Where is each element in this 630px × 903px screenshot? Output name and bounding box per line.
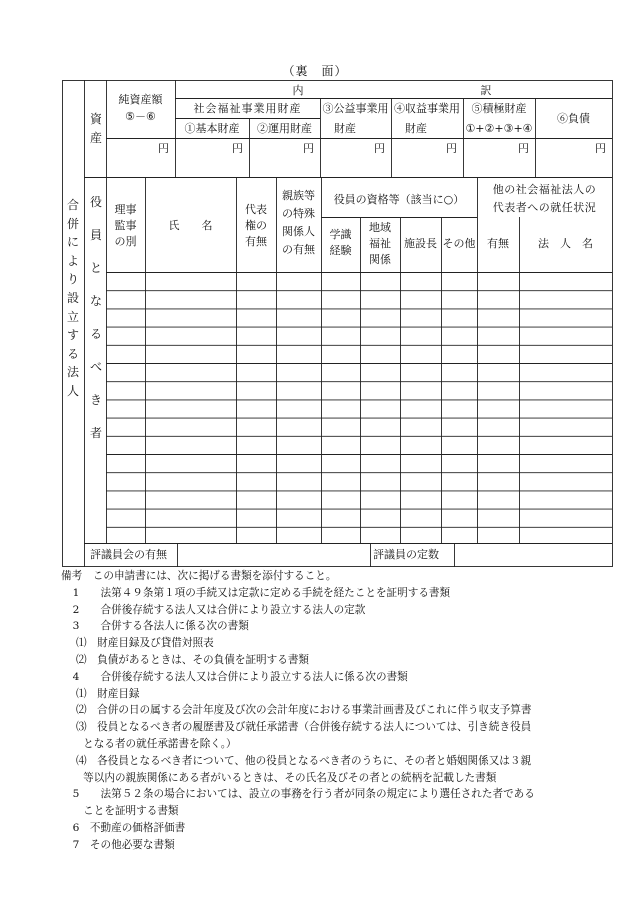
- yen-positive: 円: [518, 142, 529, 155]
- note-line: 3 合併する各法人に係る次の書類: [62, 620, 249, 633]
- name-header: 氏 名: [168, 219, 213, 232]
- note-line: 5 法第５２条の場合においては、設立の事務を行う者が同条の規定により選任された者である: [62, 788, 535, 801]
- rep-authority-1: 代表: [245, 203, 267, 216]
- council-exists-label: 評議員会の有無: [90, 548, 167, 561]
- positive-property-label-1: ⑤積極財産: [471, 102, 527, 115]
- merged-corp-vertical-label: 合併により設立する法人: [66, 198, 79, 398]
- operating-property-label: ②運用財産: [257, 122, 312, 135]
- note-line: 等以内の親族関係にある者がいるときは、その氏名及びその者との続柄を記載した書類: [62, 771, 497, 784]
- role-label-3: の別: [114, 235, 137, 248]
- yen-liabilities: 円: [595, 142, 606, 155]
- social-welfare-property-label: 社会福祉事業用財産: [193, 102, 302, 115]
- yen-operating: 円: [303, 142, 314, 155]
- assets-label: 資産: [89, 112, 102, 145]
- liabilities-label: ⑥負債: [557, 112, 590, 125]
- note-line: 2 合併後存続する法人又は合併により設立する法人の定款: [62, 603, 366, 616]
- breakdown-label-2: 訳: [480, 84, 492, 97]
- relatives-2: の特殊: [282, 207, 315, 220]
- role-label-2: 監事: [114, 219, 137, 232]
- profit-business-label-2: 財産: [405, 122, 427, 135]
- note-line: ⑴ 財産目録: [62, 687, 140, 700]
- relatives-1: 親族等: [282, 189, 315, 202]
- yen-public: 円: [374, 142, 385, 155]
- note-line: となる者の就任承諾書を除く。）: [62, 737, 237, 750]
- note-line: ⑵ 合併の日の属する会計年度及び次の会計年度における事業計画書及びこれに伴う収支予算書: [62, 704, 532, 717]
- qual-facility-head: 施設長: [404, 237, 437, 250]
- positive-property-label-2: ①+②+③+④: [465, 122, 533, 135]
- profit-business-label-1: ④収益事業用: [394, 102, 460, 115]
- note-line: 4 合併後存続する法人又は合併により設立する法人に係る次の書類: [62, 670, 408, 683]
- public-interest-label-2: 財産: [334, 122, 356, 135]
- note-line: ⑵ 負債があるときは、その負債を証明する書類: [62, 653, 310, 666]
- qualification-header: 役員の資格等（該当に○）: [333, 193, 465, 206]
- qual-regional-1: 地域: [369, 221, 391, 234]
- yen-net: 円: [158, 142, 169, 155]
- net-assets-formula: ⑤－⑥: [125, 110, 156, 123]
- yen-profit: 円: [446, 142, 457, 155]
- note-line: 7 その他必要な書類: [62, 838, 175, 851]
- note-line: 6 不動産の価格評価書: [62, 821, 186, 834]
- public-interest-label-1: ③公益事業用: [322, 102, 389, 115]
- other-corp-has: 有無: [487, 237, 509, 250]
- net-assets-label: 純資産額: [118, 93, 163, 106]
- qual-other: その他: [442, 237, 476, 250]
- note-line: 備考 この申請書には、次に掲げる書類を添付すること。: [61, 570, 337, 582]
- relatives-4: の有無: [282, 243, 315, 256]
- yen-basic: 円: [232, 142, 243, 155]
- other-corp-header-1: 他の社会福祉法人の: [492, 183, 597, 196]
- relatives-3: 関係人: [282, 225, 315, 238]
- basic-property-label: ①基本財産: [184, 122, 240, 135]
- officers-vertical-label: 役員となるべき者: [89, 195, 102, 440]
- other-corp-name: 法 人 名: [538, 237, 593, 250]
- rep-authority-3: 有無: [245, 235, 267, 248]
- council-count-label: 評議員の定数: [373, 548, 439, 561]
- role-label-1: 理事: [114, 203, 137, 216]
- note-line: ⑶ 役員となるべき者の履歴書及び就任承諾書（合併後存続する法人については、引き続き役員: [62, 721, 532, 734]
- breakdown-label-1: 内: [292, 84, 304, 97]
- qual-academic-1: 学識: [329, 228, 352, 241]
- qual-regional-2: 福祉: [369, 237, 391, 250]
- qual-regional-3: 関係: [369, 253, 391, 266]
- note-line: ことを証明する書類: [62, 805, 179, 818]
- notes-section: [62, 568, 602, 854]
- page-title: （裏 面）: [282, 64, 348, 78]
- note-line: ⑷ 各役員となるべき者について、他の役員となるべき者のうちに、その者と婚姻関係又は３親: [62, 754, 532, 767]
- note-line: 1 法第４９条第１項の手続又は定款に定める手続を経たことを証明する書類: [62, 586, 451, 599]
- rep-authority-2: 権の: [245, 219, 267, 232]
- note-line: ⑴ 財産目録及び貸借対照表: [62, 637, 214, 650]
- qual-academic-2: 経験: [329, 244, 352, 257]
- other-corp-header-2: 代表者への就任状況: [492, 201, 597, 214]
